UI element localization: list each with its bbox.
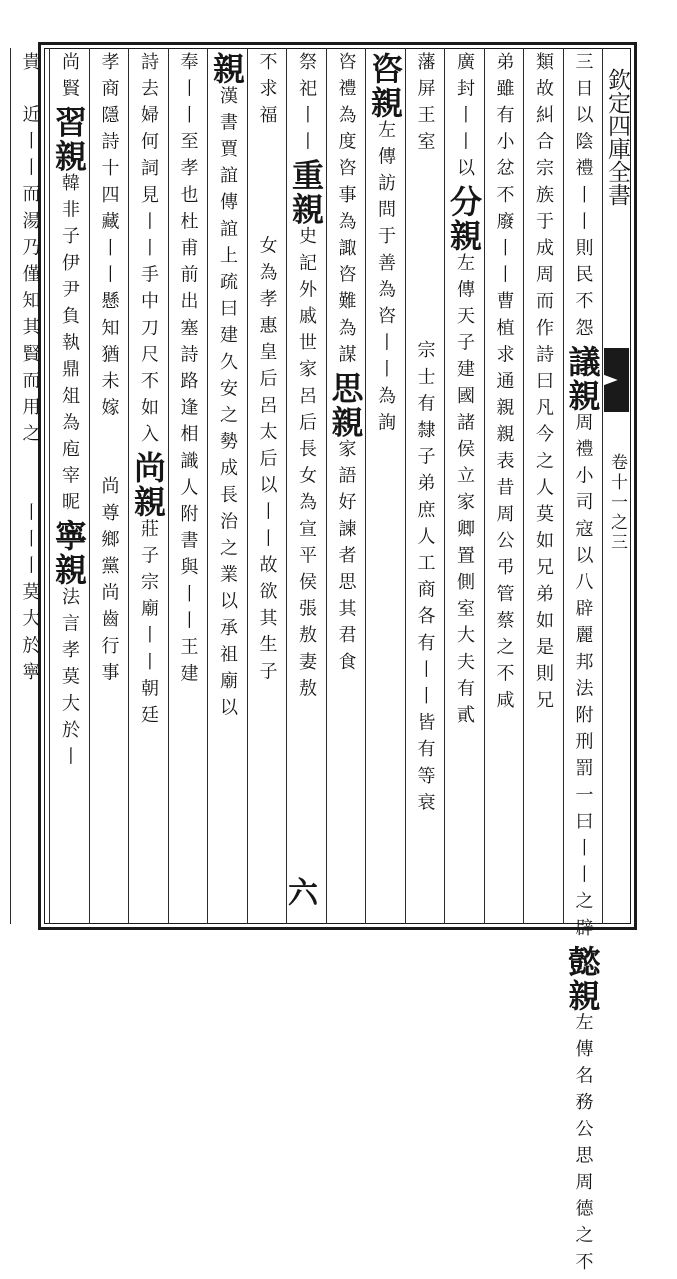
line-text: 咨禮為度咨事為諏咨難為謀 — [335, 52, 357, 372]
line-text: 近丨丨而湯乃僅知其賢而用之 — [19, 104, 41, 451]
fore-edge-column — [602, 48, 631, 924]
text-column — [49, 52, 89, 920]
entry-heading: 分親 — [445, 185, 483, 253]
line-text: 藩屏王室 — [414, 52, 436, 159]
text-column — [484, 52, 524, 920]
line-text: 莊子宗廟丨丨朝廷 — [138, 519, 159, 732]
line-text: 丨丨丨莫大於寧 — [19, 502, 41, 689]
line-text: 左傳訪問于善為咨丨丨為詢 — [375, 120, 396, 440]
spacing — [424, 158, 425, 340]
entry-heading: 親 — [208, 52, 246, 86]
spacing — [29, 450, 30, 502]
line-text: 左傳名務公思周德之不 — [572, 1012, 594, 1279]
line-text: 貴 — [19, 52, 41, 79]
page-number: 六 — [288, 876, 318, 911]
entry-heading: 寧親 — [50, 519, 88, 588]
text-column — [89, 52, 129, 920]
line-text: 周禮小司寇以八辟麗邦法附刑罰一曰丨丨之辟 — [572, 412, 594, 945]
spacing — [266, 132, 267, 236]
entry-heading: 習親 — [50, 105, 88, 174]
line-text: 祭祀丨丨 — [296, 52, 317, 159]
text-column — [286, 52, 326, 920]
entry-heading: 尚親 — [129, 451, 167, 519]
chapter-marker: 卷十一之三 — [607, 453, 627, 553]
line-text: 家語好諫者思其君食 — [335, 439, 357, 679]
text-column — [168, 52, 208, 920]
entry-heading: 懿親 — [563, 944, 602, 1013]
text-column — [444, 52, 484, 920]
text-column — [405, 52, 445, 920]
line-text: 史記外戚世家呂后長女為宣平侯張敖妻敖 — [296, 226, 317, 706]
entry-heading: 議親 — [563, 344, 602, 413]
line-text: 弟雖有小忿不廢丨丨曹植求通親親表昔周公弔管蔡之不咸 — [493, 52, 515, 717]
text-column — [207, 52, 247, 920]
line-text: 女為孝惠皇后呂太后以丨丨故欲其生子 — [256, 235, 278, 689]
line-text: 左傳天子建國諸侯立家卿置側室大夫有貳 — [454, 253, 475, 732]
line-text: 尚尊鄉黨尚齒行事 — [98, 476, 120, 690]
line-text: 廣封丨丨以 — [454, 52, 475, 185]
line-text: 三日以陰禮丨丨則民不怨 — [572, 52, 594, 345]
entry-heading: 咨親 — [366, 52, 404, 120]
line-text: 孝商隱詩十四藏丨丨懸知猶未嫁 — [98, 52, 120, 425]
line-text: 類故糾合宗族于成周而作詩曰凡今之人莫如兄弟如是則兄 — [533, 52, 554, 717]
book-title: 欽定四庫全書 — [604, 68, 630, 206]
text-column — [563, 52, 603, 1279]
text-column — [326, 52, 366, 920]
entry-heading: 重親 — [287, 158, 325, 227]
line-text: 漢書賈誼傳誼上疏曰建久安之勢成長治之業以承祖廟以 — [217, 86, 238, 725]
spacing — [29, 79, 30, 105]
text-column — [247, 52, 287, 920]
line-text: 法言孝莫大於丨 — [59, 587, 80, 774]
line-text: 韓非子伊尹負執鼎俎為庖宰昵 — [59, 173, 80, 520]
line-text: 不求福 — [256, 52, 278, 132]
line-text: 詩去婦何詞見丨丨手中刀尺不如入 — [138, 52, 159, 451]
text-column — [365, 52, 405, 920]
line-text: 奉丨丨至孝也杜甫前出塞詩路逢相識人附書與丨丨王建 — [177, 52, 199, 691]
fishtail-mark — [604, 348, 629, 412]
spacing — [108, 424, 109, 476]
line-text: 宗士有隸子弟庶人工商各有丨丨皆有等衰 — [414, 340, 436, 820]
entry-heading: 思親 — [326, 371, 365, 440]
text-column — [523, 52, 563, 920]
text-column — [10, 52, 50, 920]
line-text: 尚賢 — [59, 52, 80, 106]
text-column — [128, 52, 168, 920]
